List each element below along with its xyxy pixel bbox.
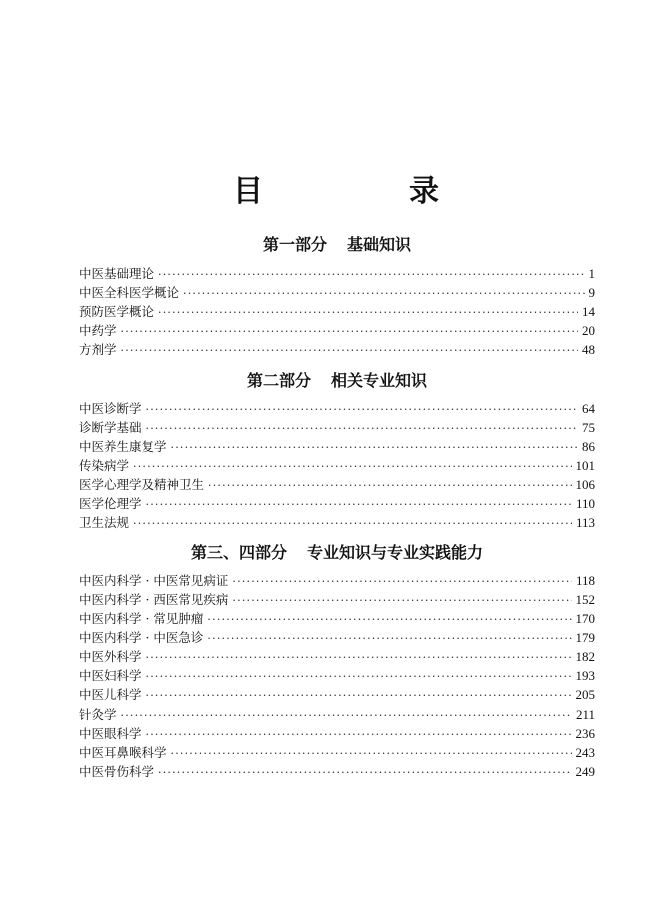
toc-entry[interactable] xyxy=(79,437,595,456)
entry-page: 48 xyxy=(582,342,595,357)
dot-leader xyxy=(133,457,571,476)
entry-label: 中医内科学 · 西医常见疾病 xyxy=(79,592,229,607)
dot-leader xyxy=(146,667,572,686)
entry-page: 236 xyxy=(575,726,595,741)
part-heading-3 xyxy=(79,543,595,563)
dot-leader xyxy=(121,341,578,360)
entry-page: 113 xyxy=(575,515,595,530)
toc-entry[interactable] xyxy=(79,494,595,513)
dot-leader xyxy=(121,706,572,725)
part-name: 专业知识与专业实践能力 xyxy=(307,543,484,562)
dot-leader xyxy=(207,629,571,648)
entry-page: 64 xyxy=(582,401,595,416)
dot-leader xyxy=(171,744,572,763)
entry-label: 卫生法规 xyxy=(79,515,130,530)
toc-entry[interactable] xyxy=(79,302,595,321)
dot-leader xyxy=(183,284,584,303)
entry-label: 中医内科学 · 中医常见病证 xyxy=(79,573,229,588)
part-number: 第三、四部分 xyxy=(190,543,287,562)
entry-page: 152 xyxy=(575,592,595,607)
dot-leader xyxy=(146,495,572,514)
toc-entry[interactable] xyxy=(79,456,595,475)
dot-leader xyxy=(158,303,578,322)
dot-leader xyxy=(207,610,571,629)
part-number: 第二部分 xyxy=(246,371,311,390)
toc-entry[interactable] xyxy=(79,590,595,609)
entry-page: 14 xyxy=(582,304,595,319)
entry-page: 193 xyxy=(575,668,595,683)
entry-page: 75 xyxy=(582,420,595,435)
dot-leader xyxy=(232,591,571,610)
toc-entry[interactable] xyxy=(79,609,595,628)
dot-leader xyxy=(121,322,578,341)
entry-label: 诊断学基础 xyxy=(79,420,142,435)
entry-label: 中医内科学 · 中医急诊 xyxy=(79,630,204,645)
part-heading-1 xyxy=(79,235,595,255)
toc-entry[interactable] xyxy=(79,705,595,724)
entry-label: 中医全科医学概论 xyxy=(79,285,180,300)
entry-page: 170 xyxy=(575,611,595,626)
entry-page: 118 xyxy=(575,573,595,588)
toc-entry[interactable] xyxy=(79,283,595,302)
entry-page: 205 xyxy=(575,687,595,702)
dot-leader xyxy=(146,686,572,705)
dot-leader xyxy=(171,438,578,457)
dot-leader xyxy=(146,648,572,667)
dot-leader xyxy=(133,514,572,533)
entry-label: 中药学 xyxy=(79,323,117,338)
toc-entry[interactable] xyxy=(79,685,595,704)
entry-label: 医学心理学及精神卫生 xyxy=(79,477,205,492)
toc-entry[interactable] xyxy=(79,340,595,359)
dot-leader xyxy=(146,400,578,419)
entry-label: 方剂学 xyxy=(79,342,117,357)
entry-page: 20 xyxy=(582,323,595,338)
page-title: 目 录 xyxy=(233,174,497,209)
entry-label: 中医妇科学 xyxy=(79,668,142,683)
entry-page: 9 xyxy=(588,285,595,300)
dot-leader xyxy=(158,763,571,782)
part-name: 相关专业知识 xyxy=(331,371,428,390)
entry-page: 179 xyxy=(575,630,595,645)
toc-entry[interactable] xyxy=(79,264,595,283)
entry-label: 中医眼科学 xyxy=(79,726,142,741)
toc-entry[interactable] xyxy=(79,666,595,685)
toc-entry[interactable] xyxy=(79,743,595,762)
entry-label: 中医外科学 xyxy=(79,649,142,664)
dot-leader xyxy=(232,572,572,591)
entry-label: 中医诊断学 xyxy=(79,401,142,416)
entry-page: 1 xyxy=(588,266,595,281)
part-name: 基础知识 xyxy=(347,235,412,254)
entry-label: 预防医学概论 xyxy=(79,304,155,319)
toc-entry[interactable] xyxy=(79,321,595,340)
toc-entry[interactable] xyxy=(79,399,595,418)
dot-leader xyxy=(146,725,572,744)
entry-label: 中医儿科学 xyxy=(79,687,142,702)
dot-leader xyxy=(208,476,571,495)
entry-label: 医学伦理学 xyxy=(79,496,142,511)
entry-label: 中医耳鼻喉科学 xyxy=(79,745,167,760)
toc-entry[interactable] xyxy=(79,475,595,494)
entry-page: 243 xyxy=(575,745,595,760)
toc-entry[interactable] xyxy=(79,513,595,532)
toc-entry[interactable] xyxy=(79,724,595,743)
part-number: 第一部分 xyxy=(262,235,327,254)
entry-page: 249 xyxy=(575,764,595,779)
entry-page: 211 xyxy=(575,707,595,722)
entry-page: 106 xyxy=(575,477,595,492)
entry-label: 传染病学 xyxy=(79,458,130,473)
entry-label: 针灸学 xyxy=(79,707,117,722)
entry-label: 中医基础理论 xyxy=(79,266,155,281)
entry-page: 110 xyxy=(575,496,595,511)
entry-page: 182 xyxy=(575,649,595,664)
dot-leader xyxy=(158,265,584,284)
entry-page: 86 xyxy=(582,439,595,454)
entry-page: 101 xyxy=(575,458,595,473)
toc-entry[interactable] xyxy=(79,628,595,647)
toc-entry[interactable] xyxy=(79,571,595,590)
toc-entry[interactable] xyxy=(79,647,595,666)
entry-label: 中医骨伤科学 xyxy=(79,764,155,779)
toc-entry[interactable] xyxy=(79,762,595,781)
dot-leader xyxy=(146,419,578,438)
entry-label: 中医养生康复学 xyxy=(79,439,167,454)
toc-entry[interactable] xyxy=(79,418,595,437)
part-heading-2 xyxy=(79,371,595,391)
entry-label: 中医内科学 · 常见肿瘤 xyxy=(79,611,204,626)
